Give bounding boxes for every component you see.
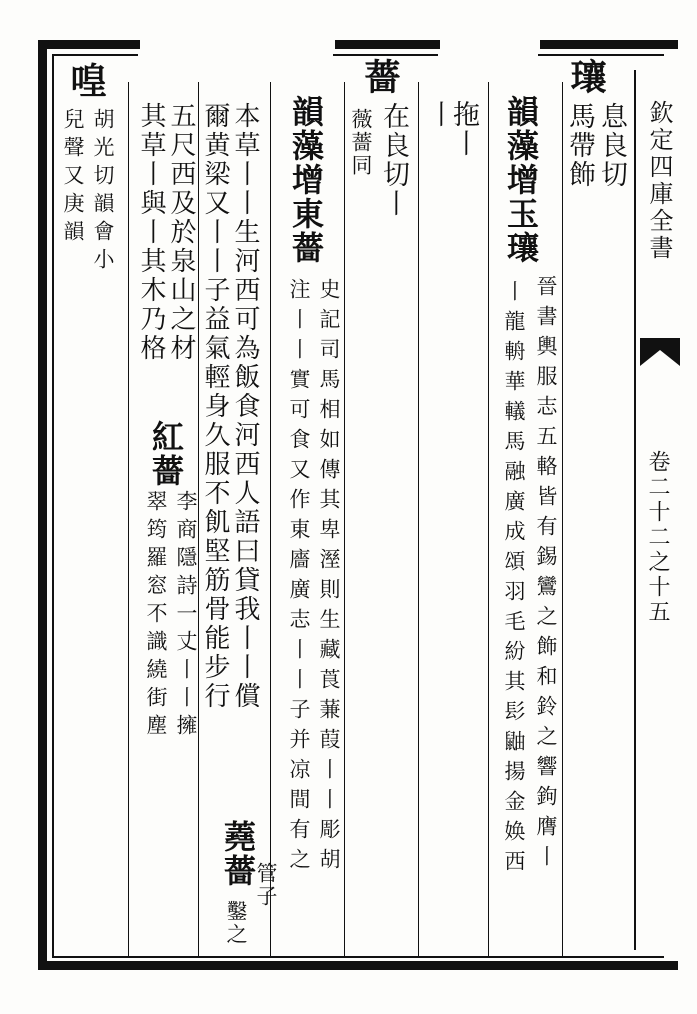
entry-gloss: 兒聲又庚韻 bbox=[61, 108, 85, 248]
frame-notch bbox=[140, 40, 335, 54]
section-heading: 韻藻增東薔 bbox=[287, 95, 325, 265]
entry-gloss: 在良切丨 bbox=[378, 102, 409, 218]
text-column: 史記司馬相如傳其卑溼則生藏莨蒹葭丨丨彫胡 bbox=[317, 278, 341, 878]
text-column: 拖丨 bbox=[448, 100, 479, 158]
frame-notch bbox=[138, 54, 333, 84]
frame-notch bbox=[440, 40, 540, 54]
column-rule bbox=[418, 82, 419, 958]
juan-number: 卷二十二之十五 bbox=[645, 450, 670, 625]
text-column: 五尺西及於泉山之材 bbox=[166, 102, 196, 363]
column-rule bbox=[488, 82, 489, 958]
subheading: 蕘薔 bbox=[219, 820, 257, 888]
fish-tail-mark-icon bbox=[640, 338, 680, 366]
book-title: 欽定四庫全書 bbox=[645, 100, 673, 262]
text-column: 丨 bbox=[423, 100, 454, 129]
text-column: 丨龍輈華轙馬融廣成頌羽毛紛其髟鼬揚金㛟西 bbox=[502, 280, 526, 880]
text-column: 爾黄梁又丨丨子益氣輕身久服不飢堅筋骨能步行 bbox=[200, 102, 230, 711]
text-column: 注丨丨實可食又作東廧廣志丨丨子并凉間有之 bbox=[287, 278, 311, 878]
headword: 喤 bbox=[65, 62, 107, 100]
headword: 瓖 bbox=[565, 58, 607, 96]
text-column: 管子 bbox=[254, 862, 278, 908]
margin-rule bbox=[634, 70, 636, 950]
column-rule bbox=[128, 82, 129, 958]
column-rule bbox=[270, 82, 271, 958]
entry-gloss: 息良切 bbox=[596, 102, 627, 189]
column-rule bbox=[562, 82, 563, 958]
section-heading: 韻藻增玉瓖 bbox=[502, 95, 540, 265]
text-column: 翠筠羅窓不識繞街塵 bbox=[144, 490, 168, 742]
column-rule bbox=[198, 82, 199, 958]
headword: 薔 bbox=[359, 58, 401, 96]
text-column: 晉書輿服志五輅皆有錫鸞之飾和鈴之響鉤膺丨 bbox=[534, 275, 558, 875]
frame-notch bbox=[438, 54, 538, 84]
text-column: 其草丨與丨其木乃格 bbox=[136, 102, 166, 363]
entry-gloss: 薇薔同 bbox=[349, 108, 373, 177]
subheading: 紅薔 bbox=[147, 420, 185, 488]
column-rule bbox=[344, 82, 345, 958]
text-column: 本草丨丨生河西可為飯食河西人語曰貸我丨丨償 bbox=[230, 102, 260, 711]
entry-gloss: 馬帶飾 bbox=[564, 102, 595, 189]
text-column: 鑿之 bbox=[224, 900, 248, 946]
entry-gloss: 胡光切韻會小 bbox=[91, 108, 115, 276]
text-column: 李商隱詩一丈丨丨擁 bbox=[174, 490, 198, 742]
